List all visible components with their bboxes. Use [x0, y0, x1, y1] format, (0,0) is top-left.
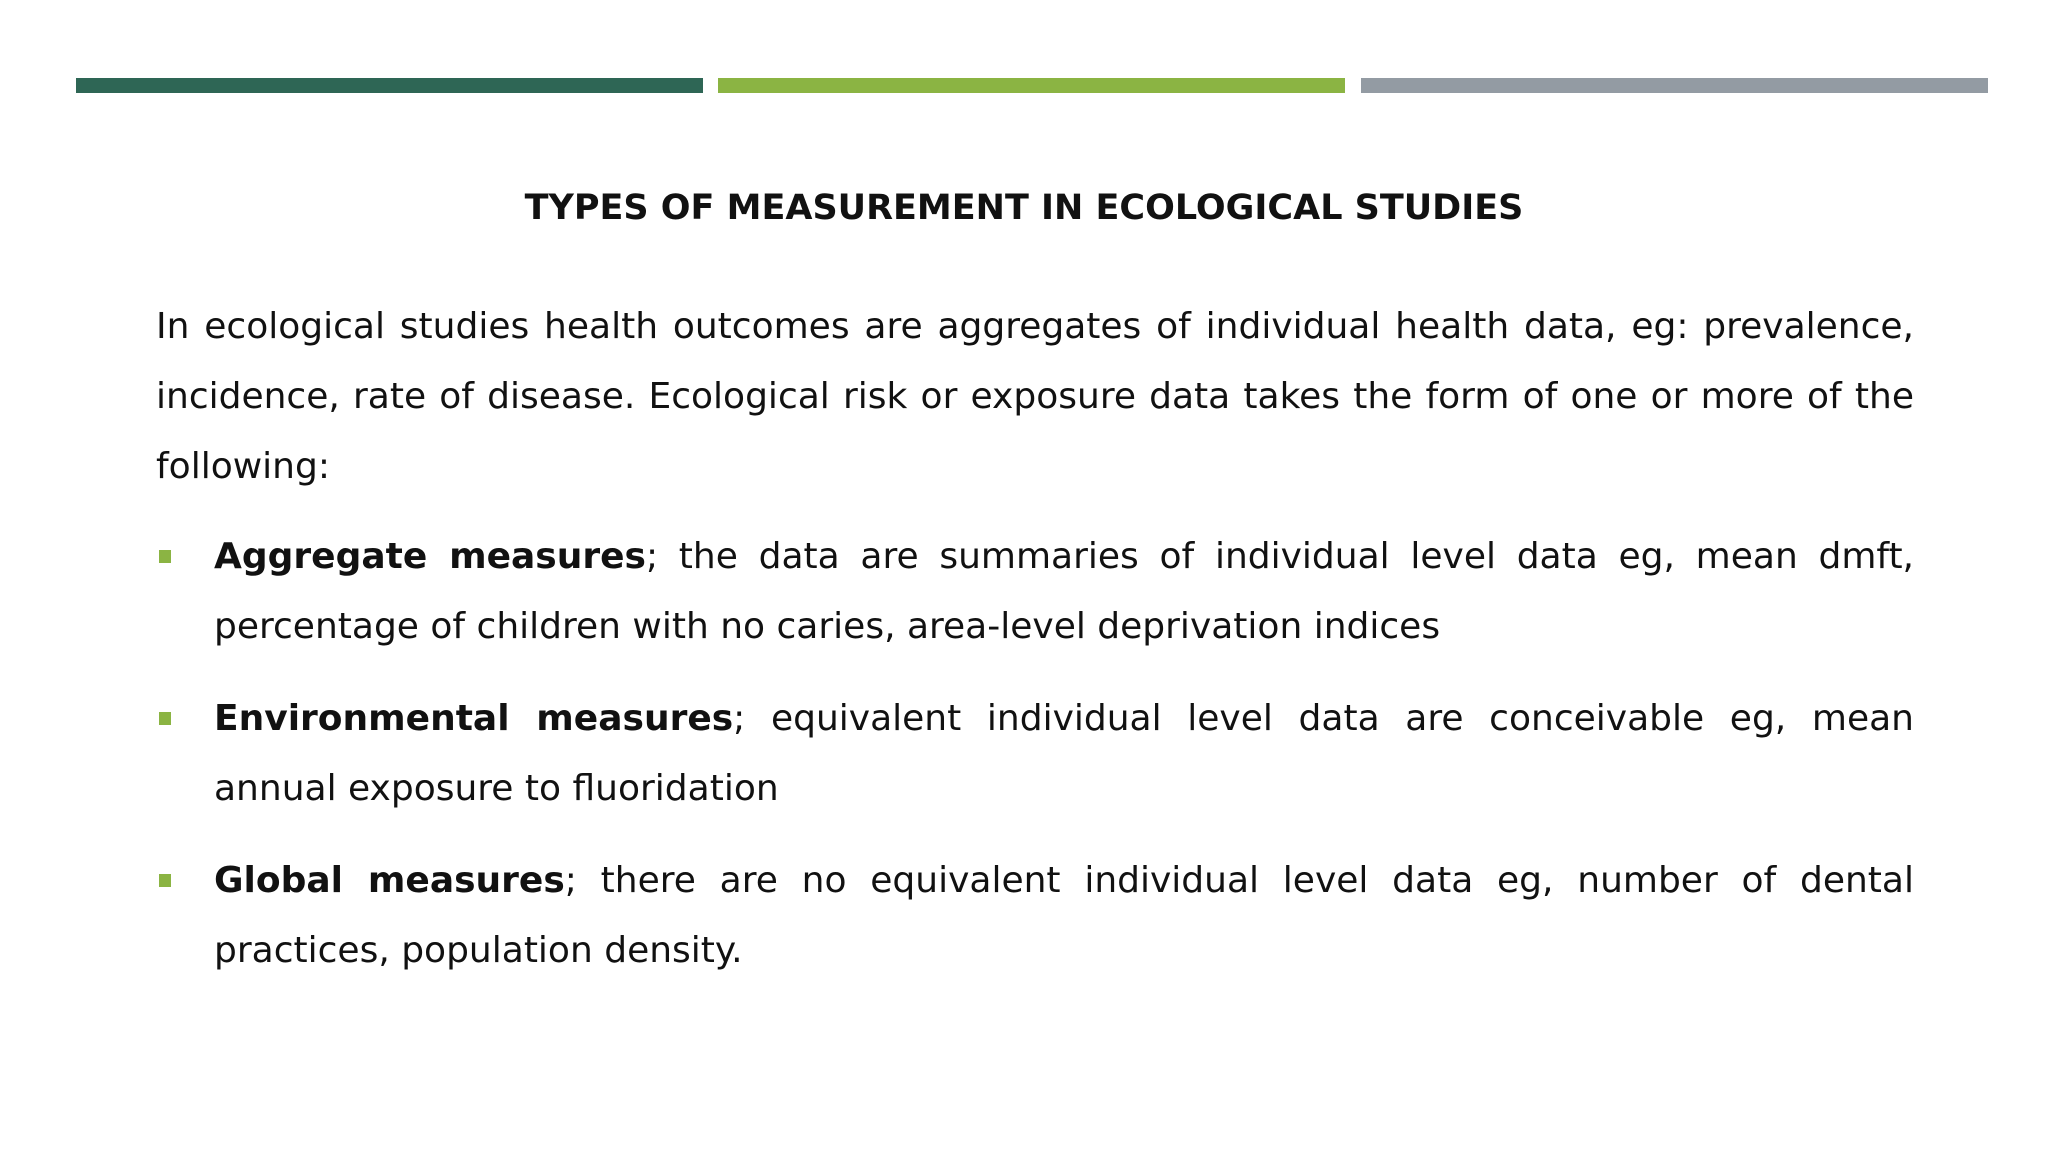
square-bullet-icon: [159, 712, 171, 725]
slide-title: TYPES OF MEASUREMENT IN ECOLOGICAL STUDIES: [524, 188, 1524, 228]
bullet-text: ; there are no equivalent individual level data eg, number of dental practices, population density.: [214, 860, 1914, 971]
bullet-text: ; the data are summaries of individual level data eg, mean dmft, percentage of children with no caries, area-level deprivation indices: [214, 536, 1915, 647]
accent-bar-dark-green: [76, 78, 703, 93]
bullet-term: Environmental measures: [214, 698, 734, 739]
bullet-term: Global measures: [214, 860, 565, 901]
intro-paragraph: In ecological studies health outcomes are aggregates of individual health data, eg: prevalence, incidence, rate of disease. Ecological risk or exposure data takes the form of one or more of the following:: [156, 306, 1914, 487]
slide-body: [156, 292, 1914, 1008]
bullet-term: Aggregate measures: [214, 536, 646, 577]
list-item-environmental-measures: [156, 684, 1914, 824]
square-bullet-icon: [159, 874, 171, 887]
measure-list: [156, 522, 1914, 986]
list-item-aggregate-measures: [156, 522, 1914, 662]
accent-bar-gray: [1361, 78, 1988, 93]
list-item-global-measures: [156, 846, 1914, 986]
bullet-text: ; equivalent individual level data are conceivable eg, mean annual exposure to fluoridation: [214, 698, 1914, 809]
square-bullet-icon: [159, 550, 171, 563]
accent-bar-light-green: [718, 78, 1345, 93]
